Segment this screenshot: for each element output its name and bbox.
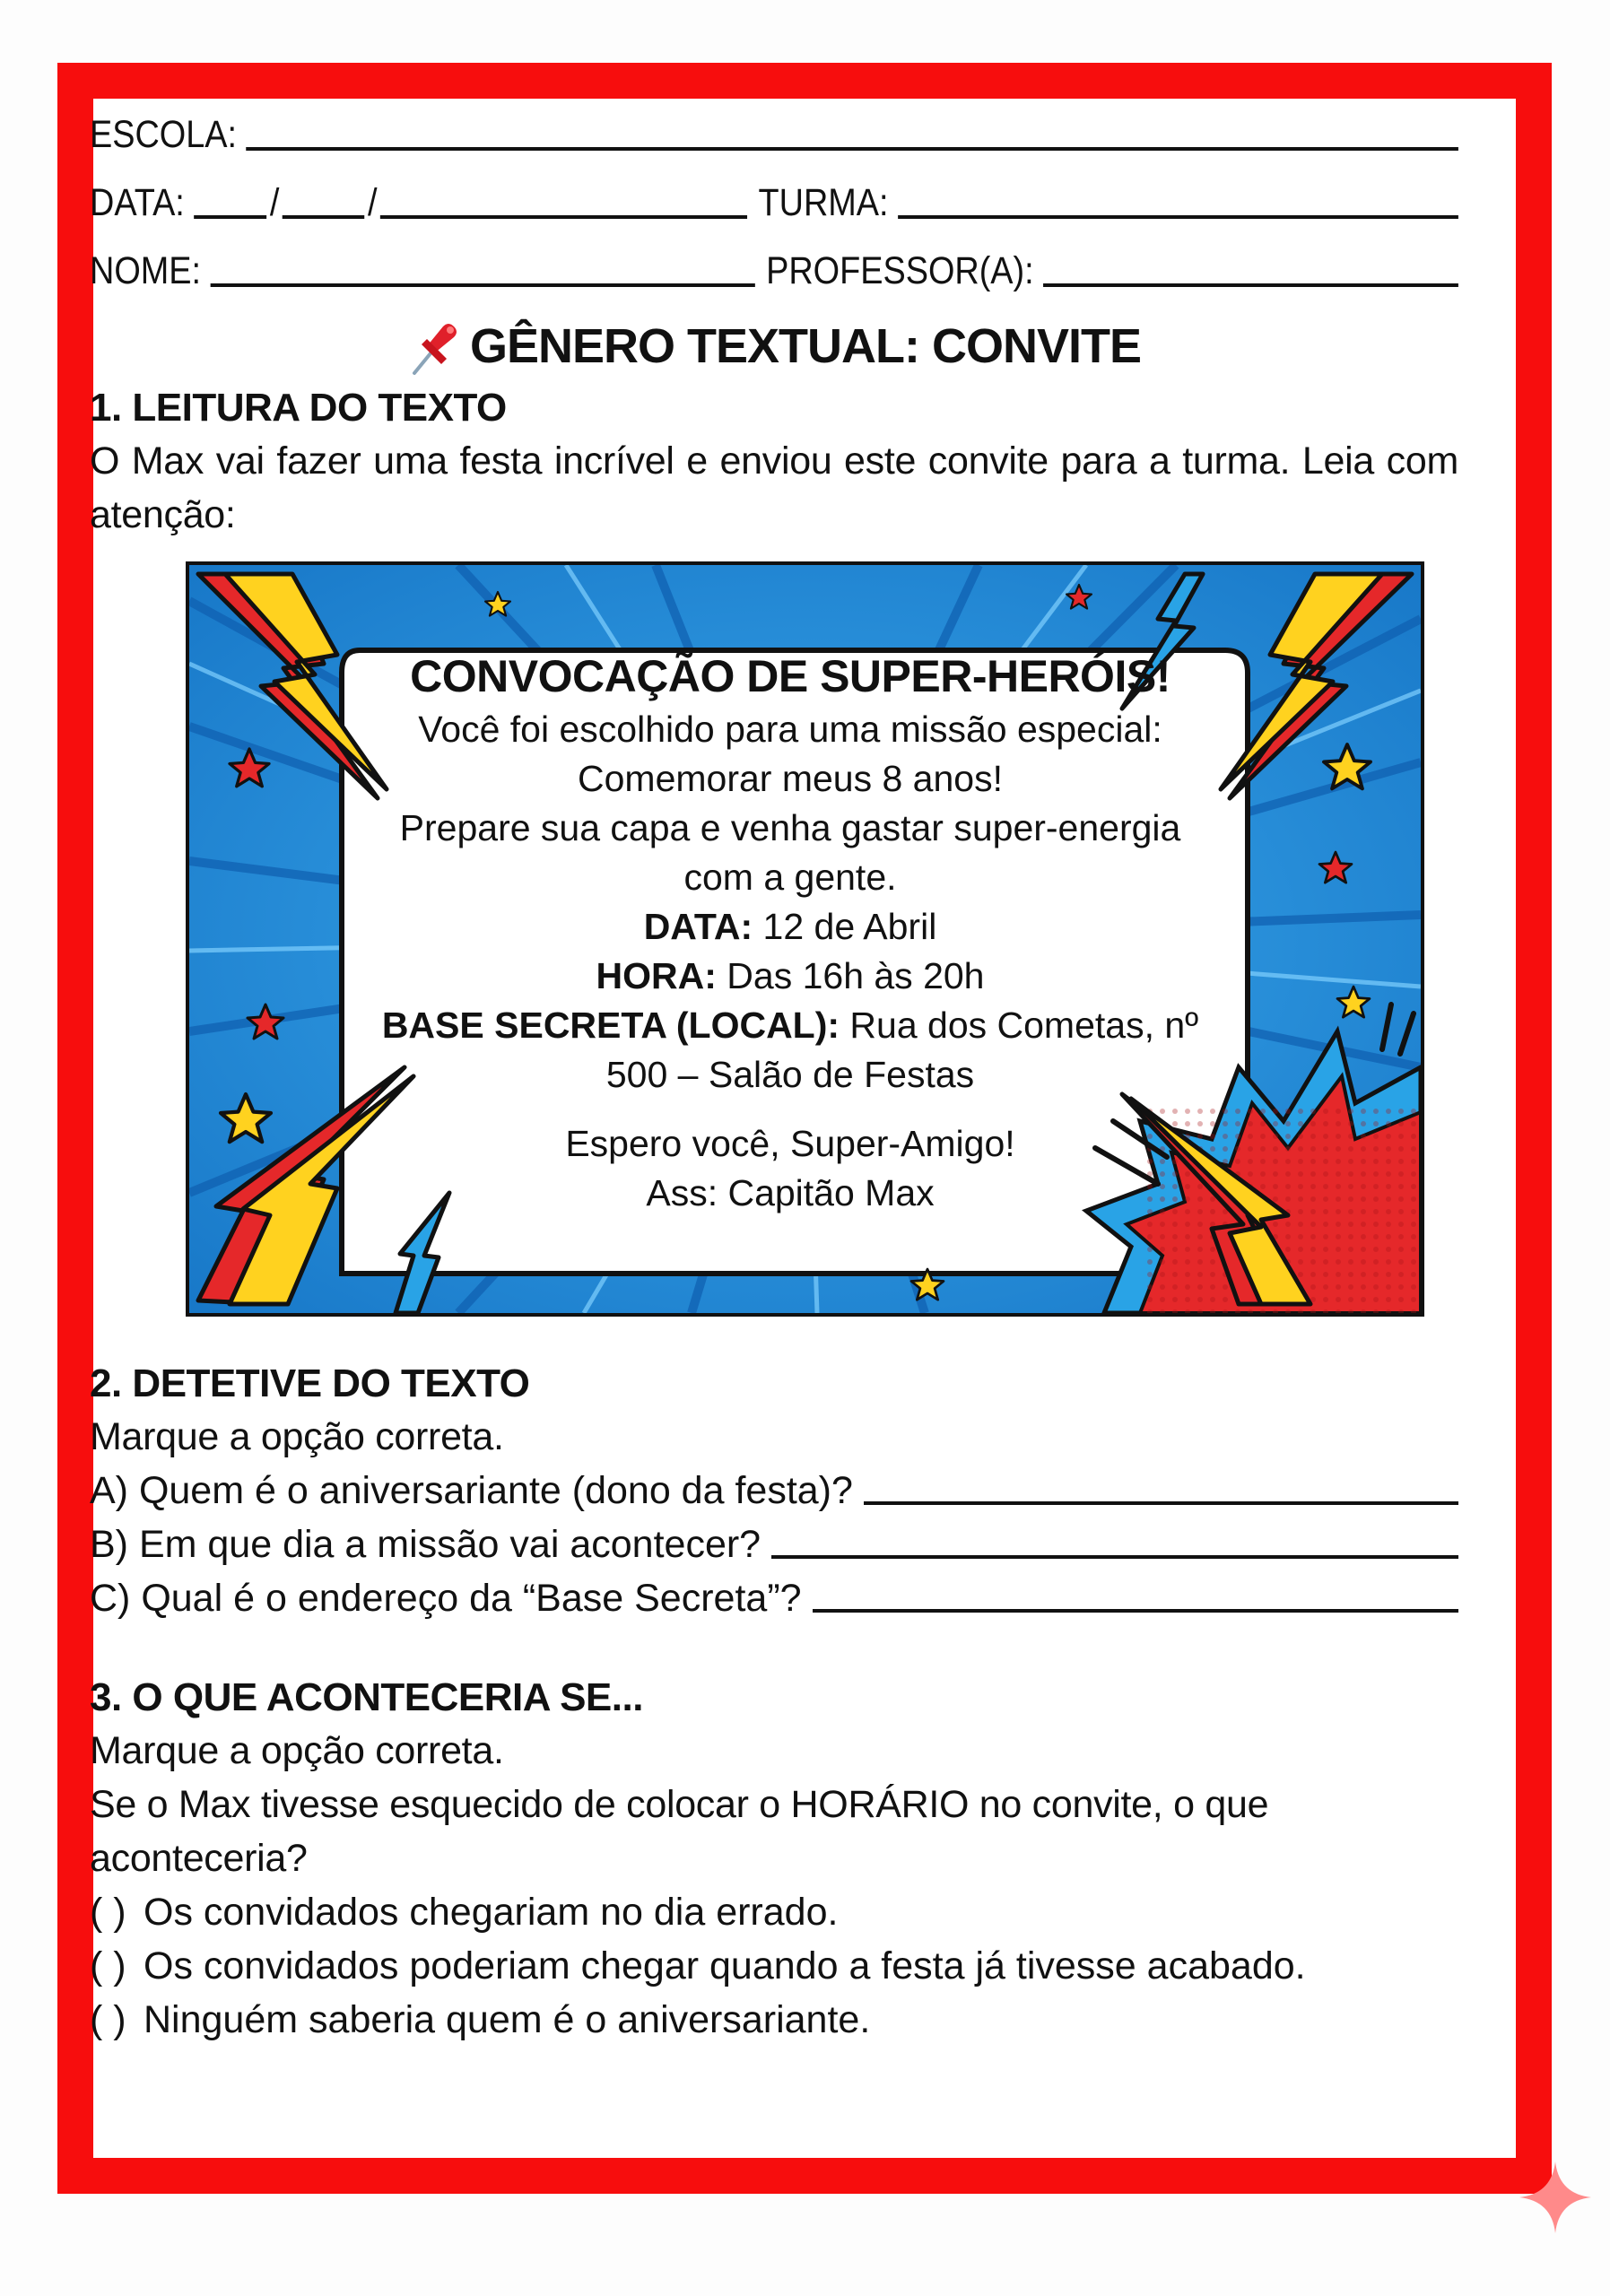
name-label: NOME: bbox=[90, 249, 202, 292]
section2-title: 2. DETETIVE DO TEXTO bbox=[90, 1361, 530, 1405]
invitation-line: Você foi escolhido para uma missão especial: bbox=[418, 709, 1162, 750]
invitation-time bbox=[596, 952, 985, 1001]
section3-instruction: Marque a opção correta. bbox=[90, 1729, 504, 1772]
school-input-line[interactable] bbox=[247, 147, 1458, 151]
date-label: DATA: bbox=[643, 906, 753, 947]
invitation-card bbox=[186, 561, 1424, 1317]
school-field-row bbox=[90, 86, 1458, 154]
checkbox[interactable]: ( ) bbox=[90, 1998, 126, 2041]
checkbox[interactable]: ( ) bbox=[90, 1944, 126, 1987]
date-month-line[interactable] bbox=[283, 215, 365, 219]
question-c bbox=[90, 1571, 1458, 1625]
date-class-field-row bbox=[90, 154, 1458, 222]
question-text: B) Em que dia a missão vai acontecer? bbox=[90, 1523, 761, 1566]
time-label: HORA: bbox=[596, 955, 717, 996]
date-value: 12 de Abril bbox=[753, 906, 937, 947]
invitation-line: Prepare sua capa e venha gastar super-energia bbox=[399, 807, 1181, 848]
section1-title: 1. LEITURA DO TEXTO bbox=[90, 386, 507, 430]
date-year-line[interactable] bbox=[380, 215, 747, 219]
teacher-input-line[interactable] bbox=[1043, 283, 1458, 287]
invitation-date bbox=[644, 902, 937, 952]
school-label: ESCOLA: bbox=[90, 113, 238, 156]
section2-instruction: Marque a opção correta. bbox=[90, 1415, 504, 1458]
name-input-line[interactable] bbox=[211, 283, 755, 287]
date-separator: / bbox=[269, 181, 280, 224]
question-text: A) Quem é o aniversariante (dono da festa)? bbox=[90, 1469, 853, 1512]
answer-line-a[interactable] bbox=[864, 1501, 1458, 1505]
invitation-line: Comemorar meus 8 anos! bbox=[578, 758, 1003, 799]
answer-line-c[interactable] bbox=[813, 1609, 1458, 1613]
pushpin-icon bbox=[407, 321, 461, 378]
question-b bbox=[90, 1518, 1458, 1571]
time-value: Das 16h às 20h bbox=[716, 955, 985, 996]
option-text: Os convidados poderiam chegar quando a festa já tivesse acabado. bbox=[144, 1944, 1306, 1987]
checkbox[interactable]: ( ) bbox=[90, 1891, 126, 1934]
invitation-signature: Ass: Capitão Max bbox=[646, 1172, 935, 1213]
class-input-line[interactable] bbox=[898, 215, 1458, 219]
page-title bbox=[90, 310, 1458, 382]
section3-question: Se o Max tivesse esquecido de colocar o HORÁRIO no convite, o que aconteceria? bbox=[90, 1783, 1269, 1880]
invitation-place bbox=[382, 1001, 1198, 1050]
answer-line-b[interactable] bbox=[771, 1555, 1458, 1559]
class-label: TURMA: bbox=[758, 181, 889, 224]
option-3[interactable] bbox=[90, 1993, 1458, 2047]
title-text: GÊNERO TEXTUAL: CONVITE bbox=[469, 319, 1142, 373]
question-a bbox=[90, 1464, 1458, 1518]
date-day-line[interactable] bbox=[194, 215, 266, 219]
invitation-heading: CONVOCAÇÃO DE SUPER-HERÓIS! bbox=[410, 651, 1171, 701]
option-2[interactable] bbox=[90, 1939, 1458, 1993]
date-label: DATA: bbox=[90, 181, 185, 224]
invitation-closing: Espero você, Super-Amigo! bbox=[565, 1123, 1015, 1164]
question-text: C) Qual é o endereço da “Base Secreta”? bbox=[90, 1577, 802, 1620]
option-text: Os convidados chegariam no dia errado. bbox=[144, 1891, 839, 1934]
option-1[interactable] bbox=[90, 1885, 1458, 1939]
name-teacher-field-row bbox=[90, 222, 1458, 291]
teacher-label: PROFESSOR(A): bbox=[766, 249, 1034, 292]
place-value: Rua dos Cometas, nº bbox=[840, 1004, 1199, 1046]
section1-intro: O Max vai fazer uma festa incrível e enviou este convite para a turma. Leia com atenção: bbox=[90, 439, 1458, 536]
place-label: BASE SECRETA (LOCAL): bbox=[381, 1004, 840, 1046]
worksheet-content bbox=[90, 86, 1458, 2047]
invitation-text bbox=[342, 624, 1239, 1270]
section3-title: 3. O QUE ACONTECERIA SE... bbox=[90, 1675, 643, 1719]
sparkle-icon bbox=[1519, 2161, 1591, 2233]
date-separator: / bbox=[367, 181, 378, 224]
invitation-place-cont: 500 – Salão de Festas bbox=[605, 1054, 975, 1095]
option-text: Ninguém saberia quem é o aniversariante. bbox=[144, 1998, 871, 2041]
invitation-line: com a gente. bbox=[683, 857, 897, 898]
